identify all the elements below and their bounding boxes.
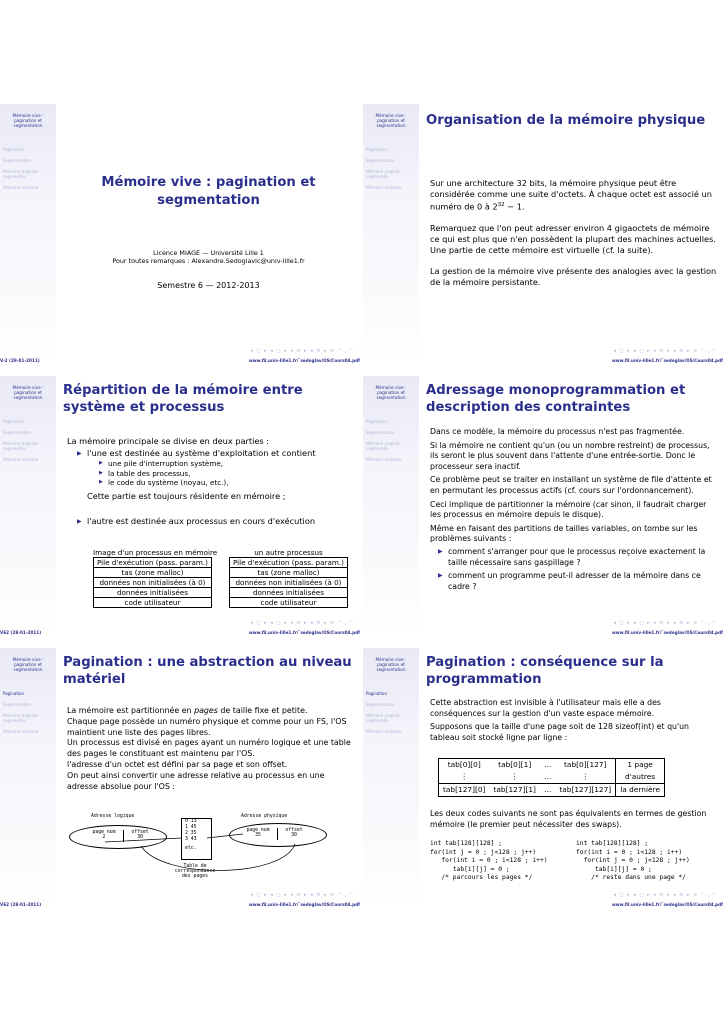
sidebar-item-pagination[interactable]: Pagination [3,690,24,696]
nav-symbols[interactable]: ◂ ◻ ▸ ◂ ◻ ▸ ◂ ≡ ▸ ◂ ≡ ▸ ≡ ◠◡◠ [250,892,354,898]
paragraph-1: Cette abstraction est invisible à l'utilisateur mais elle a des conséquences sur la gestion d'un vaste espace mémoire. [430,698,661,718]
sidebar-title[interactable]: Mémoire vive : pagination et segmentation [375,385,407,401]
sidebar [363,104,419,365]
sidebar-item-paged-segmented[interactable]: Mémoire paginée segmentée [366,168,401,179]
table-2-caption: un autre processus [254,548,323,557]
paragraph-1: Dans ce modèle, la mémoire du processus n'est pas fragmentée. [430,427,685,436]
physical-address-label: Adresse physique [241,814,288,819]
footer [0,899,362,909]
bullet-processes: ▶ l'autre est destinée aux processus en cours d'exécution [77,516,354,527]
sidebar-item-pagination[interactable]: Pagination [366,146,387,152]
table-cell: d'autres [616,771,665,784]
sidebar [363,376,419,637]
slide-2 [363,104,725,365]
line-5: On peut ainsi convertir une adresse relative au processus en une adresse absolue pour l'OS : [67,770,325,791]
slide-title: Répartition de la mémoire entre système et processus [63,383,303,415]
sidebar-item-virtual-memory[interactable]: Mémoire virtuelle [3,184,39,190]
paragraph-2: Remarquez que l'on peut adresser environ 4 gigaoctets de mémoire ce qui est plus que n'en possèdent la plupart des machines actuelles. Une partie de cette mémoire est virtuelle (cf. la suite). [430,222,716,255]
sidebar-item-pagination[interactable]: Pagination [366,690,387,696]
table-cell: … [543,760,552,769]
logical-offset-box: offset 30 [131,830,149,840]
arrow-to-table [105,838,181,842]
sidebar-title[interactable]: Mémoire vive : pagination et segmentation [12,113,44,129]
sub-bullet: ▶ la table des processus, [99,469,354,479]
offset-curve [141,844,295,871]
footer [363,355,725,365]
footer [363,899,725,909]
process-memory-table [93,557,212,608]
table-cell: tab[0][1] [498,760,532,769]
remarks-line: Pour toutes remarques : Alexandre.Sedoglavic@univ-lille1.fr [112,257,305,265]
footer [0,355,362,365]
intro-text: La mémoire principale se divise en deux parties : [67,436,270,446]
nav-symbols[interactable]: ◂ ◻ ▸ ◂ ◻ ▸ ◂ ≡ ▸ ◂ ≡ ▸ ≡ ◠◡◠ [250,620,354,626]
sidebar-item-paged-segmented[interactable]: Mémoire paginée segmentée [366,712,401,723]
table-cell: Pile d'exécution (pass. param.) [94,558,212,568]
sidebar-item-segmentation[interactable]: Segmentation [366,701,395,707]
sidebar-item-pagination[interactable]: Pagination [3,146,24,152]
sidebar-title[interactable]: Mémoire vive : pagination et segmentation [375,113,407,129]
arrow-to-physical [207,834,243,838]
slide-title: Adressage monoprogrammation et description des contraintes [426,383,686,415]
physical-offset-box: offset 30 [285,828,303,838]
sidebar-item-virtual-memory[interactable]: Mémoire virtuelle [3,728,39,734]
sidebar-item-pagination[interactable]: Pagination [366,418,387,424]
sidebar-item-segmentation[interactable]: Segmentation [366,429,395,435]
table-cell: … [543,785,552,794]
sidebar-title[interactable]: Mémoire vive : pagination et segmentation [12,657,44,673]
line-3: Un processus est divisé en pages ayant un numéro logique et une table des pages le constituant est maintenu par l'OS. [67,738,351,759]
sidebar-title[interactable]: Mémoire vive : pagination et segmentation [12,385,44,401]
page-table: 0 13 1 45 2 35 3 43 etc. [181,818,212,860]
nav-symbols[interactable]: ◂ ◻ ▸ ◂ ◻ ▸ ◂ ≡ ▸ ◂ ≡ ▸ ≡ ◠◡◠ [613,348,717,354]
table-cell: la dernière [616,784,665,797]
footer [0,627,362,637]
sidebar-item-paged-segmented[interactable]: Mémoire paginée segmentée [3,168,38,179]
table-cell: code utilisateur [94,598,212,608]
table-cell: données initialisées [94,588,212,598]
sidebar-title[interactable]: Mémoire vive : pagination et segmentation [375,657,407,673]
paragraph-2: Supposons que la taille d'une page soit de 128 sizeof(int) et qu'un tableau soit stocké ligne par ligne : [430,722,690,742]
paragraph-3: La gestion de la mémoire vive présente des analogies avec la gestion de la mémoire persistante. [430,265,717,287]
slide-4 [363,376,725,637]
nav-symbols[interactable]: ◂ ◻ ▸ ◂ ◻ ▸ ◂ ≡ ▸ ◂ ≡ ▸ ≡ ◠◡◠ [250,348,354,354]
sidebar [363,648,419,909]
sub-bullet: ▶ une pile d'interruption système, [99,459,354,469]
table-cell: 1 page [616,759,665,772]
footer-url[interactable]: www.fil.univ-lille1.fr/˜sedoglav/OS/Cours04.pdf [611,902,723,907]
slide-1 [0,104,362,365]
page-table-caption: Table de correspondance des pages [174,864,216,879]
line-4: l'adresse d'un octet est défini par sa page et son offset. [67,759,288,769]
sidebar-item-segmentation[interactable]: Segmentation [366,157,395,163]
paragraph-3: Ce problème peut se traiter en installant un système de file d'attente et en permutant les processus actifs (cf. cours sur l'ordonnancement). [430,475,712,495]
sidebar-item-pagination[interactable]: Pagination [3,418,24,424]
diagram-arrows [63,808,353,888]
table-cell: tas (zone malloc) [230,568,348,578]
slide-title: Pagination : une abstraction au niveau matériel [63,655,352,687]
bullet-system: ▶ l'une est destinée au système d'exploitation et contient ▶ une pile d'interruption système, ▶ la table des processus, ▶ le code du système (noyau, etc.), [77,448,354,488]
sub-bullet: ▶ le code du système (noyau, etc.), [99,478,354,488]
table-cell: ⋮ [581,772,589,781]
footer-url[interactable]: www.fil.univ-lille1.fr/˜sedoglav/OS/Cours04.pdf [611,630,723,635]
resident-text: Cette partie est toujours résidente en mémoire ; [87,490,286,501]
physical-page-box: page num 35 [239,828,278,840]
paragraph-3: Les deux codes suivants ne sont pas équivalents en termes de gestion mémoire (le premier peut nécessiter des swaps). [430,809,707,829]
sidebar-item-virtual-memory[interactable]: Mémoire virtuelle [366,184,402,190]
licence-line: Licence MIAGE — Université Lille 1 [153,249,264,257]
sidebar-item-virtual-memory[interactable]: Mémoire virtuelle [366,456,402,462]
table-cell: tab[127][1] [493,785,536,794]
table-cell: tab[0][0] [447,760,481,769]
sidebar [0,104,56,365]
logical-address-label: Adresse logique [91,814,135,819]
sidebar-item-paged-segmented[interactable]: Mémoire paginée segmentée [3,440,38,451]
sidebar [0,648,56,909]
slide-title: Pagination : conséquence sur la programmation [426,655,664,687]
slide-5 [0,648,362,909]
footer-url[interactable]: www.fil.univ-lille1.fr/˜sedoglav/OS/Cours04.pdf [248,902,360,907]
other-process-table [229,557,348,608]
logical-page-box: page num 2 [85,830,124,842]
code-block-2: int tab[128][128] ; for(int i = 0 ; i<128 ; i++) for(int j = 0 ; j<128 ; j++) tab[i][j] = 0 ; /* reste dans une page */ [576,840,690,882]
table-cell: données non initialisées (à 0) [94,578,212,588]
footer-version: V-2 (28-01-2011) [0,358,40,363]
paragraph-1: Sur une architecture 32 bits, la mémoire physique peut être considérée comme une suite d'octets. À chaque octet est associé un numéro de 0 à $2^{32} - 1$. [430,178,712,212]
sidebar-item-segmentation[interactable]: Segmentation [3,429,32,435]
table-cell: ⋮ [460,772,468,781]
table-cell: données initialisées [230,588,348,598]
table-cell: tab[127][0] [443,785,486,794]
footer-url[interactable]: www.fil.univ-lille1.fr/˜sedoglav/OS/Cours04.pdf [248,358,360,363]
table-cell: code utilisateur [230,598,348,608]
title-slide-title: Mémoire vive : pagination et segmentation [101,175,316,208]
array-layout-table [438,758,665,797]
sidebar-item-paged-segmented[interactable]: Mémoire paginée segmentée [3,712,38,723]
table-cell: Pile d'exécution (pass. param.) [230,558,348,568]
table-cell: tab[127][127] [559,785,612,794]
address-translation-diagram [63,808,353,888]
footer-version: V62 (28-01-2011) [0,902,42,907]
nav-symbols[interactable]: ◂ ◻ ▸ ◂ ◻ ▸ ◂ ≡ ▸ ◂ ≡ ▸ ≡ ◠◡◠ [613,620,717,626]
sidebar-item-segmentation[interactable]: Segmentation [3,157,32,163]
table-cell: tas (zone malloc) [94,568,212,578]
paragraph-5: Même en faisant des partitions de tailles variables, on tombe sur les problèmes suivants : [430,523,698,544]
semester-line: Semestre 6 — 2012-2013 [157,281,260,290]
table-cell: données non initialisées (à 0) [230,578,348,588]
sidebar-item-paged-segmented[interactable]: Mémoire paginée segmentée [366,440,401,451]
nav-symbols[interactable]: ◂ ◻ ▸ ◂ ◻ ▸ ◂ ≡ ▸ ◂ ≡ ▸ ≡ ◠◡◠ [613,892,717,898]
paragraph-4: Ceci implique de partitionner la mémoire (car sinon, il faudrait charger les processus en mémoire depuis le disque). [430,499,707,520]
sidebar-item-virtual-memory[interactable]: Mémoire virtuelle [366,728,402,734]
slide-6 [363,648,725,909]
code-block-1: int tab[128][128] ; for(int j = 0 ; j<128 ; j++) for(int i = 0 ; i<128 ; i++) tab[i][j] = 0 ; /* parcours les pages */ [430,840,548,882]
sidebar [0,376,56,637]
table-cell: tab[0][127] [564,760,607,769]
line-2: Chaque page possède un numéro physique et comme pour un FS, l'OS maintient une liste des pages libres. [67,716,347,737]
slide-title: Organisation de la mémoire physique [426,113,706,128]
footer [363,627,725,637]
problem-bullet: ▶ comment s'arranger pour que le processus reçoive exactement la taille nécessaire sans gaspillage ? [438,547,717,568]
slide-3 [0,376,362,637]
sidebar-item-virtual-memory[interactable]: Mémoire virtuelle [3,456,39,462]
line-1: La mémoire est partitionnée en pages de taille fixe et petite. [67,706,308,715]
table-1-caption: Image d'un processus en mémoire [93,548,218,557]
table-cell: ⋮ [511,772,519,781]
footer-url[interactable]: www.fil.univ-lille1.fr/˜sedoglav/OS/Cours04.pdf [248,630,360,635]
problem-bullet: ▶ comment un programme peut-il adresser de la mémoire dans ce cadre ? [438,571,717,592]
paragraph-2: Si la mémoire ne contient qu'un (ou un nombre restreint) de processus, ils seront le plus souvent dans l'attente d'une entrée-sortie. Donc le processeur sera inactif. [430,440,710,471]
sidebar-item-segmentation[interactable]: Segmentation [3,701,32,707]
table-cell: … [543,772,552,781]
footer-version: V62 (28-01-2011) [0,630,42,635]
footer-url[interactable]: www.fil.univ-lille1.fr/˜sedoglav/OS/Cours04.pdf [611,358,723,363]
